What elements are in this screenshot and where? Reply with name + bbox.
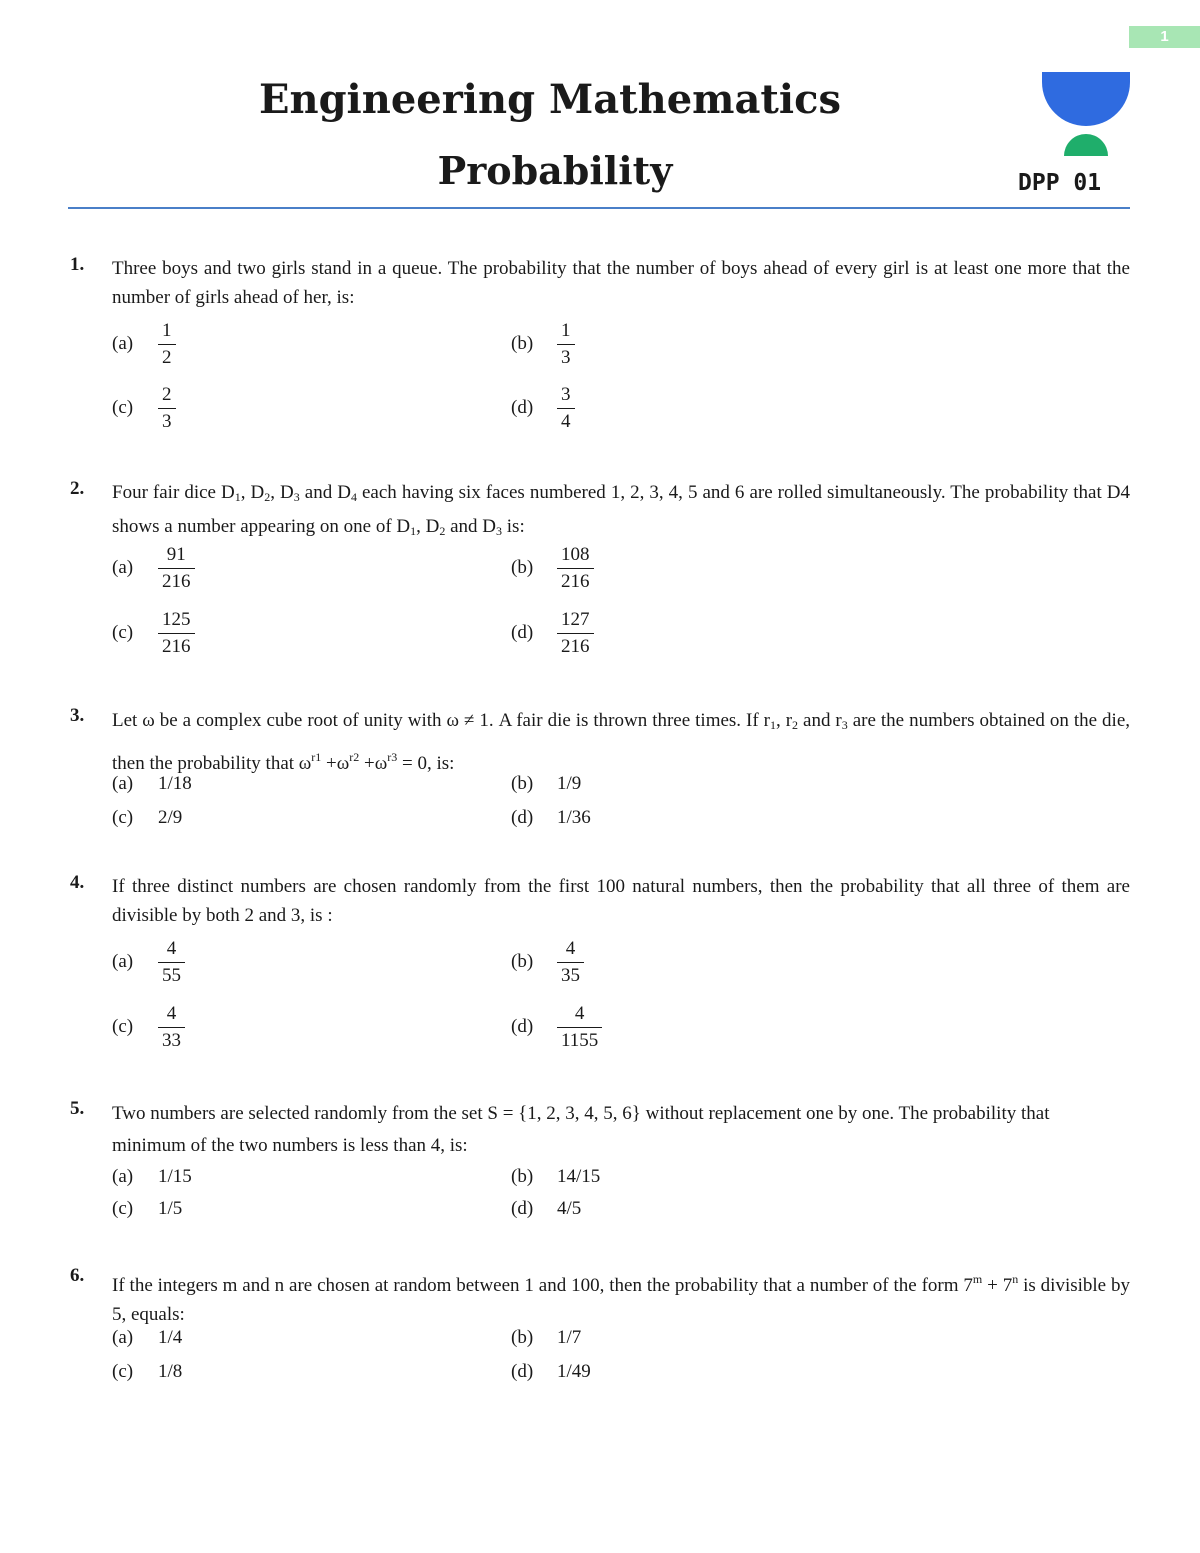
option-c[interactable] (112, 807, 182, 829)
option-label: (b) (511, 1166, 534, 1187)
option-d[interactable] (511, 997, 602, 1057)
option-label: (b) (511, 333, 534, 354)
option-c[interactable] (112, 378, 176, 438)
fraction (557, 936, 584, 989)
numerator: 2 (162, 383, 172, 405)
denominator: 216 (557, 633, 594, 660)
numerator: 4 (166, 937, 177, 959)
denominator: 3 (158, 408, 176, 435)
question-text: Four fair dice $D_1$, $D_2$, $D_3$ and $D_4$ each having six faces numbered 1, 2, 3, 4, 5 and 6 are rolled simultaneously. The probability that D4 shows a number appearing on one of $D_1$, $D_2$ and $D_3$ is: (112, 482, 1130, 538)
option-value: 2/9 (158, 807, 183, 828)
fraction (158, 318, 176, 371)
denominator: 1155 (557, 1027, 602, 1054)
option-b[interactable] (511, 1327, 581, 1349)
option-d[interactable] (511, 378, 575, 438)
numerator: 108 (561, 543, 590, 565)
page-subtitle: Probability (437, 148, 673, 193)
option-d[interactable] (511, 1198, 581, 1220)
option-label: (c) (112, 1361, 134, 1382)
option-label: (d) (511, 1198, 534, 1219)
option-c[interactable] (112, 1198, 182, 1220)
fraction (557, 607, 594, 660)
option-value: 1/4 (158, 1327, 183, 1348)
option-label: (b) (511, 773, 534, 794)
question-text: Let ω be a complex cube root of unity with ω ≠ 1. A fair die is thrown three times. If $r_1$, $r_2$ and $r_3$ are the numbers obtained on the die, then the probability that $\omega^{r1} +\omega^{r2} +\omega^{r3} = 0$, is: (112, 710, 1131, 774)
option-value: 1/9 (557, 773, 582, 794)
option-value: 1/49 (557, 1361, 591, 1382)
numerator: 1 (561, 319, 571, 341)
option-label: (a) (112, 333, 134, 354)
denominator: 216 (557, 568, 594, 595)
option-label: (c) (112, 1016, 134, 1037)
denominator: 216 (158, 633, 195, 660)
option-a[interactable] (112, 314, 176, 374)
denominator: 35 (557, 962, 584, 989)
question-number: 5. (70, 1098, 85, 1119)
logo-base-shape (1064, 134, 1108, 156)
option-label: (c) (112, 622, 134, 643)
page-title: Engineering Mathematics (259, 76, 841, 123)
unacademy-logo-icon (1040, 70, 1132, 160)
option-label: (d) (511, 622, 534, 643)
option-label: (a) (112, 773, 134, 794)
denominator: 4 (557, 408, 575, 435)
option-label: (c) (112, 807, 134, 828)
fraction (158, 936, 185, 989)
option-d[interactable] (511, 807, 591, 829)
fraction (158, 542, 195, 595)
option-a[interactable] (112, 538, 195, 598)
page-number-badge: 1 (1129, 26, 1200, 48)
option-value: 1/7 (557, 1327, 582, 1348)
option-a[interactable] (112, 773, 192, 795)
option-a[interactable] (112, 932, 185, 992)
option-label: (a) (112, 557, 134, 578)
denominator: 55 (158, 962, 185, 989)
option-c[interactable] (112, 603, 195, 663)
question-number: 2. (70, 478, 85, 499)
question-text: Two numbers are selected randomly from the set S = {1, 2, 3, 4, 5, 6} without replacement one by one. The probability that minimum of the two numbers is less than 4, is: (112, 1103, 1050, 1156)
question-text: Three boys and two girls stand in a queue. The probability that the number of boys ahead of every girl is at least one more that the number of girls ahead of her, is: (112, 258, 1130, 308)
option-value: 1/15 (158, 1166, 192, 1187)
option-label: (b) (511, 951, 534, 972)
option-value: 14/15 (557, 1166, 601, 1187)
header-divider (68, 207, 1130, 209)
option-value: 1/36 (557, 807, 591, 828)
fraction (158, 607, 195, 660)
option-value: 4/5 (557, 1198, 582, 1219)
option-b[interactable] (511, 773, 581, 795)
option-label: (c) (112, 1198, 134, 1219)
question-number: 3. (70, 705, 85, 726)
denominator: 2 (158, 344, 176, 371)
fraction (557, 1001, 602, 1054)
fraction (557, 382, 575, 435)
numerator: 1 (162, 319, 172, 341)
option-a[interactable] (112, 1327, 182, 1349)
option-b[interactable] (511, 1166, 600, 1188)
question-number: 6. (70, 1265, 85, 1286)
option-label: (d) (511, 397, 534, 418)
numerator: 4 (166, 1002, 177, 1024)
numerator: 4 (565, 937, 576, 959)
option-label: (d) (511, 807, 534, 828)
option-value: 1/8 (158, 1361, 183, 1382)
denominator: 3 (557, 344, 575, 371)
logo-bowl-shape (1042, 72, 1130, 126)
numerator: 127 (561, 608, 590, 630)
option-value: 1/5 (158, 1198, 183, 1219)
denominator: 33 (158, 1027, 185, 1054)
question-number: 4. (70, 872, 85, 893)
option-label: (a) (112, 1166, 134, 1187)
option-value: 1/18 (158, 773, 192, 794)
option-b[interactable] (511, 932, 584, 992)
dpp-label: DPP 01 (1018, 170, 1102, 196)
option-label: (b) (511, 1327, 534, 1348)
numerator: 3 (561, 383, 571, 405)
question-text: If the integers m and n are chosen at random between 1 and 100, then the probability that a number of the form $7^m + 7^n$ is divisible by 5, equals: (112, 1272, 1130, 1325)
option-a[interactable] (112, 1166, 192, 1188)
fraction (158, 382, 176, 435)
option-b[interactable] (511, 314, 575, 374)
option-c[interactable] (112, 1361, 182, 1383)
fraction (158, 1001, 185, 1054)
option-c[interactable] (112, 997, 185, 1057)
option-label: (d) (511, 1016, 534, 1037)
option-d[interactable] (511, 1361, 591, 1383)
fraction (557, 542, 594, 595)
option-d[interactable] (511, 603, 594, 663)
numerator: 91 (166, 543, 186, 565)
option-label: (a) (112, 1327, 134, 1348)
question-number: 1. (70, 254, 85, 275)
option-label: (d) (511, 1361, 534, 1382)
question-text: If three distinct numbers are chosen randomly from the first 100 natural numbers, then the probability that all three of them are divisible by both 2 and 3, is : (112, 876, 1130, 926)
denominator: 216 (158, 568, 195, 595)
option-b[interactable] (511, 538, 594, 598)
option-label: (b) (511, 557, 534, 578)
option-label: (c) (112, 397, 134, 418)
numerator: 125 (162, 608, 191, 630)
fraction (557, 318, 575, 371)
option-label: (a) (112, 951, 134, 972)
numerator: 4 (574, 1002, 585, 1024)
